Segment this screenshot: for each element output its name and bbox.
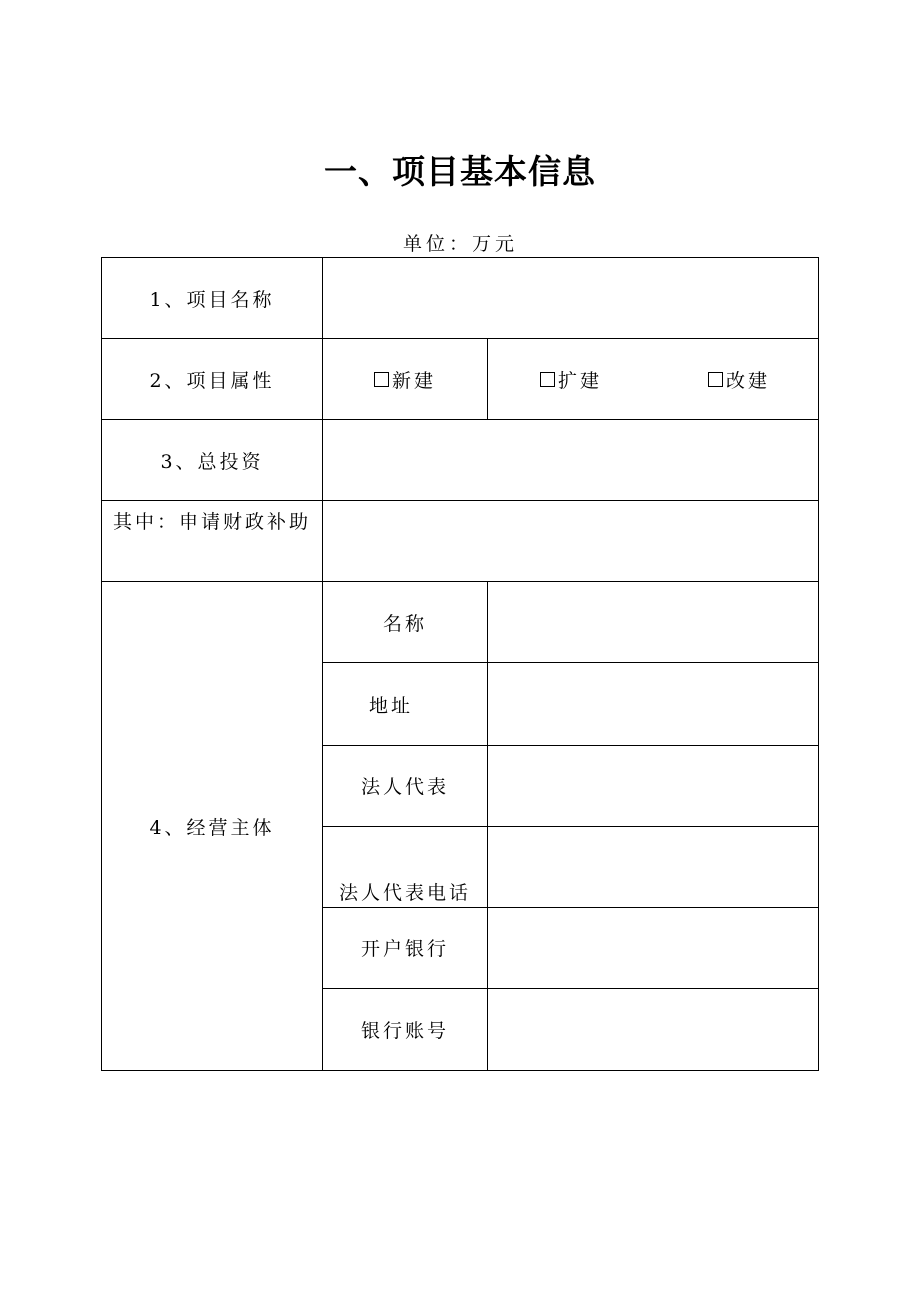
operator-label: 4、经营主体 (102, 582, 323, 1071)
operator-field-name-label: 名称 (323, 582, 488, 663)
operator-account-field[interactable] (488, 988, 819, 1070)
operator-name-field[interactable] (488, 582, 819, 663)
operator-field-address-label: 地址 (323, 663, 488, 745)
subsidy-field[interactable] (323, 501, 819, 582)
option-cell-group (488, 339, 819, 420)
operator-field-account-label: 银行账号 (323, 988, 488, 1070)
project-info-table (101, 257, 819, 1071)
operator-legal-rep-field[interactable] (488, 745, 819, 826)
checkbox-new[interactable] (374, 372, 389, 387)
checkbox-expand[interactable] (540, 372, 555, 387)
subsidy-label: 其中：申请财政补助 (102, 501, 323, 582)
unit-note: 单位：万元 (403, 233, 519, 255)
option-expand[interactable] (540, 366, 602, 393)
operator-bank-field[interactable] (488, 907, 819, 988)
option-rebuild[interactable] (708, 366, 770, 393)
project-name-label: 1、项目名称 (102, 258, 323, 339)
option-new[interactable] (374, 366, 436, 393)
total-investment-label: 3、总投资 (102, 420, 323, 501)
checkbox-rebuild[interactable] (708, 372, 723, 387)
option-new-label: 新建 (391, 369, 436, 392)
option-cell-new (323, 339, 488, 420)
total-investment-field[interactable] (323, 420, 819, 501)
page-title: 一、项目基本信息 (324, 152, 596, 191)
project-name-field[interactable] (323, 258, 819, 339)
option-rebuild-label: 改建 (725, 369, 770, 392)
operator-field-legal-rep-phone-label: 法人代表电话 (323, 826, 488, 907)
operator-legal-rep-phone-field[interactable] (488, 826, 819, 907)
operator-field-legal-rep-label: 法人代表 (323, 745, 488, 826)
operator-field-bank-label: 开户银行 (323, 907, 488, 988)
project-type-label: 2、项目属性 (102, 339, 323, 420)
operator-address-field[interactable] (488, 663, 819, 745)
option-expand-label: 扩建 (558, 369, 603, 392)
